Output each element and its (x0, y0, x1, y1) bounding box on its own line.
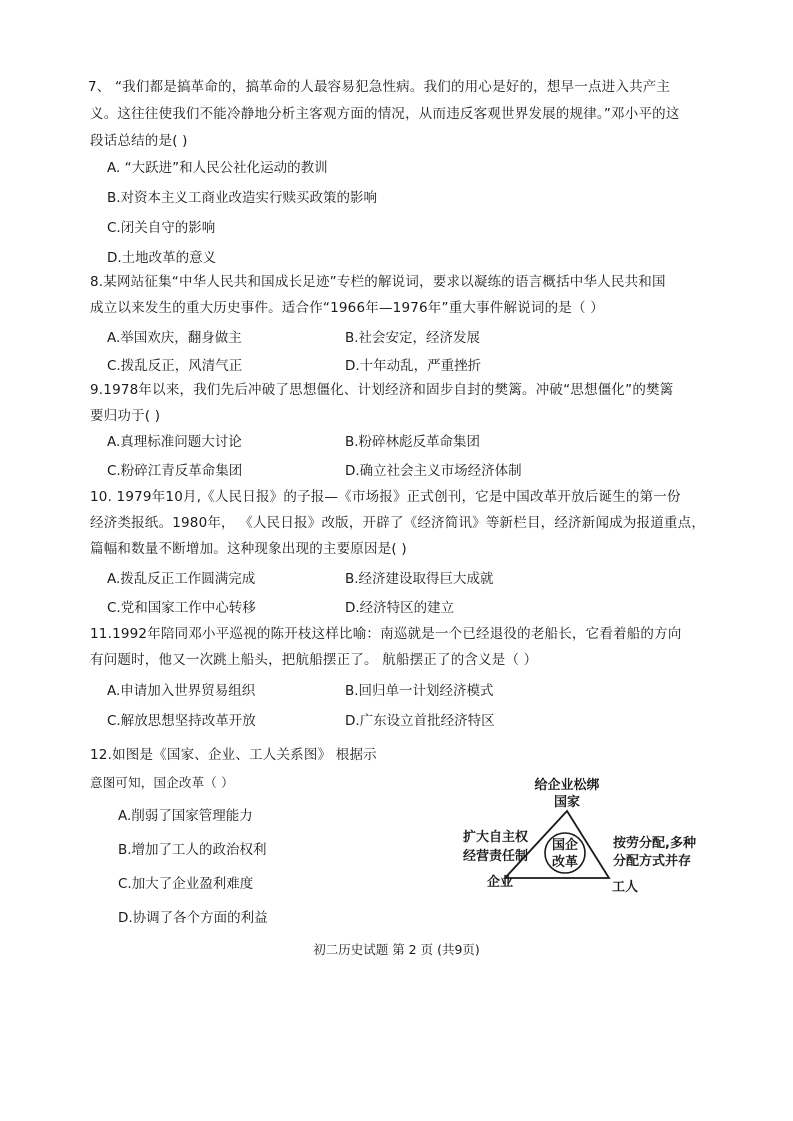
q8-option-c: C.拨乱反正，风清气正 (107, 358, 243, 374)
diagram-enterprise-label: 企业 (487, 875, 514, 890)
q8-option-b: B.社会安定，经济发展 (345, 330, 481, 346)
q7-option-a: A. “大跃进”和人民公社化运动的教训 (107, 160, 328, 176)
diagram-right-text-2: 分配方式并存 (613, 854, 692, 869)
diagram-right-text-1: 按劳分配,多种 (613, 836, 696, 851)
q12-option-a: A.削弱了国家管理能力 (118, 808, 253, 824)
q9-option-c: C.粉碎江青反革命集团 (107, 463, 243, 479)
q10-option-b: B.经济建设取得巨大成就 (345, 571, 494, 587)
q8-line-2: 成立以来发生的重大历史事件。适合作“1966年—1976年”重大事件解说词的是（ ） (90, 300, 604, 316)
q12-line-1: 12.如图是《国家、企业、工人关系图》 根据示 (90, 747, 377, 763)
q11-line-2: 有问题时，他又一次跳上船头，把航船摆正了。 航船摆正了的含义是（ ） (90, 652, 538, 668)
diagram-left-text-1: 扩大自主权 (463, 830, 529, 845)
q10-line-1: 10. 1979年10月,《人民日报》的子报—《市场报》正式创刊，它是中国改革开放后诞生的第一份 (90, 489, 681, 505)
relationship-diagram (455, 775, 705, 905)
q11-option-a: A.申请加入世界贸易组织 (107, 683, 256, 699)
q11-option-d: D.广东设立首批经济特区 (345, 713, 495, 729)
diagram-center-text-1: 国企 (551, 838, 579, 853)
q7-option-d: D.土地改革的意义 (107, 250, 217, 266)
diagram-worker-label: 工人 (612, 880, 639, 895)
q10-line-2: 经济类报纸。1980年， 《人民日报》改版，开辟了《经济简讯》等新栏目，经济新闻成为报道重点， (90, 515, 706, 531)
q10-line-3: 篇幅和数量不断增加。这种现象出现的主要原因是( ) (90, 541, 407, 557)
q11-line-1: 11.1992年陪同邓小平巡视的陈开枝这样比喻：南巡就是一个已经退役的老船长，它看着船的方向 (90, 626, 682, 642)
q11-option-b: B.回归单一计划经济模式 (345, 683, 494, 699)
q10-option-d: D.经济特区的建立 (345, 600, 455, 616)
q8-option-d: D.十年动乱，严重挫折 (345, 358, 482, 374)
q12-line-2: 意图可知，国企改革（ ） (90, 775, 234, 790)
q11-option-c: C.解放思想坚持改革开放 (107, 713, 256, 729)
q9-option-a: A.真理标准问题大讨论 (107, 434, 242, 450)
page-footer: 初二历史试题 第 2 页 (共9页) (313, 942, 480, 957)
q8-line-1: 8.某网站征集“中华人民共和国成长足迹”专栏的解说词，要求以凝练的语言概括中华人民共和国 (90, 274, 666, 290)
diagram-nation-label: 国家 (553, 795, 581, 810)
q7-line-3: 段话总结的是( ) (90, 133, 188, 149)
q10-option-c: C.党和国家工作中心转移 (107, 600, 256, 616)
q12-option-d: D.协调了各个方面的利益 (118, 910, 268, 926)
q9-line-1: 9.1978年以来，我们先后冲破了思想僵化、计划经济和固步自封的樊篱。冲破“思想僵化”的樊篱 (90, 382, 674, 398)
q10-option-a: A.拨乱反正工作圆满完成 (107, 571, 256, 587)
q12-option-c: C.加大了企业盈利难度 (118, 876, 254, 892)
q9-line-2: 要归功于( ) (90, 408, 161, 424)
q7-line-2: 义。这往往使我们不能冷静地分析主客观方面的情况，从而违反客观世界发展的规律。”邓小平的这 (90, 106, 680, 122)
diagram-left-text-2: 经营责任制 (463, 849, 529, 864)
q8-option-a: A.举国欢庆，翻身做主 (107, 330, 242, 346)
q9-option-d: D.确立社会主义市场经济体制 (345, 463, 522, 479)
q7-option-b: B.对资本主义工商业改造实行赎买政策的影响 (107, 190, 378, 206)
q7-line-1: 7、 “我们都是搞革命的，搞革命的人最容易犯急性病。我们的用心是好的，想早一点进入共产主 (88, 79, 671, 95)
q9-option-b: B.粉碎林彪反革命集团 (345, 434, 481, 450)
diagram-top-text: 给企业松绑 (534, 778, 600, 793)
q7-option-c: C.闭关自守的影响 (107, 220, 216, 236)
q12-option-b: B.增加了工人的政治权利 (118, 842, 267, 858)
diagram-center-text-2: 改革 (551, 855, 579, 870)
